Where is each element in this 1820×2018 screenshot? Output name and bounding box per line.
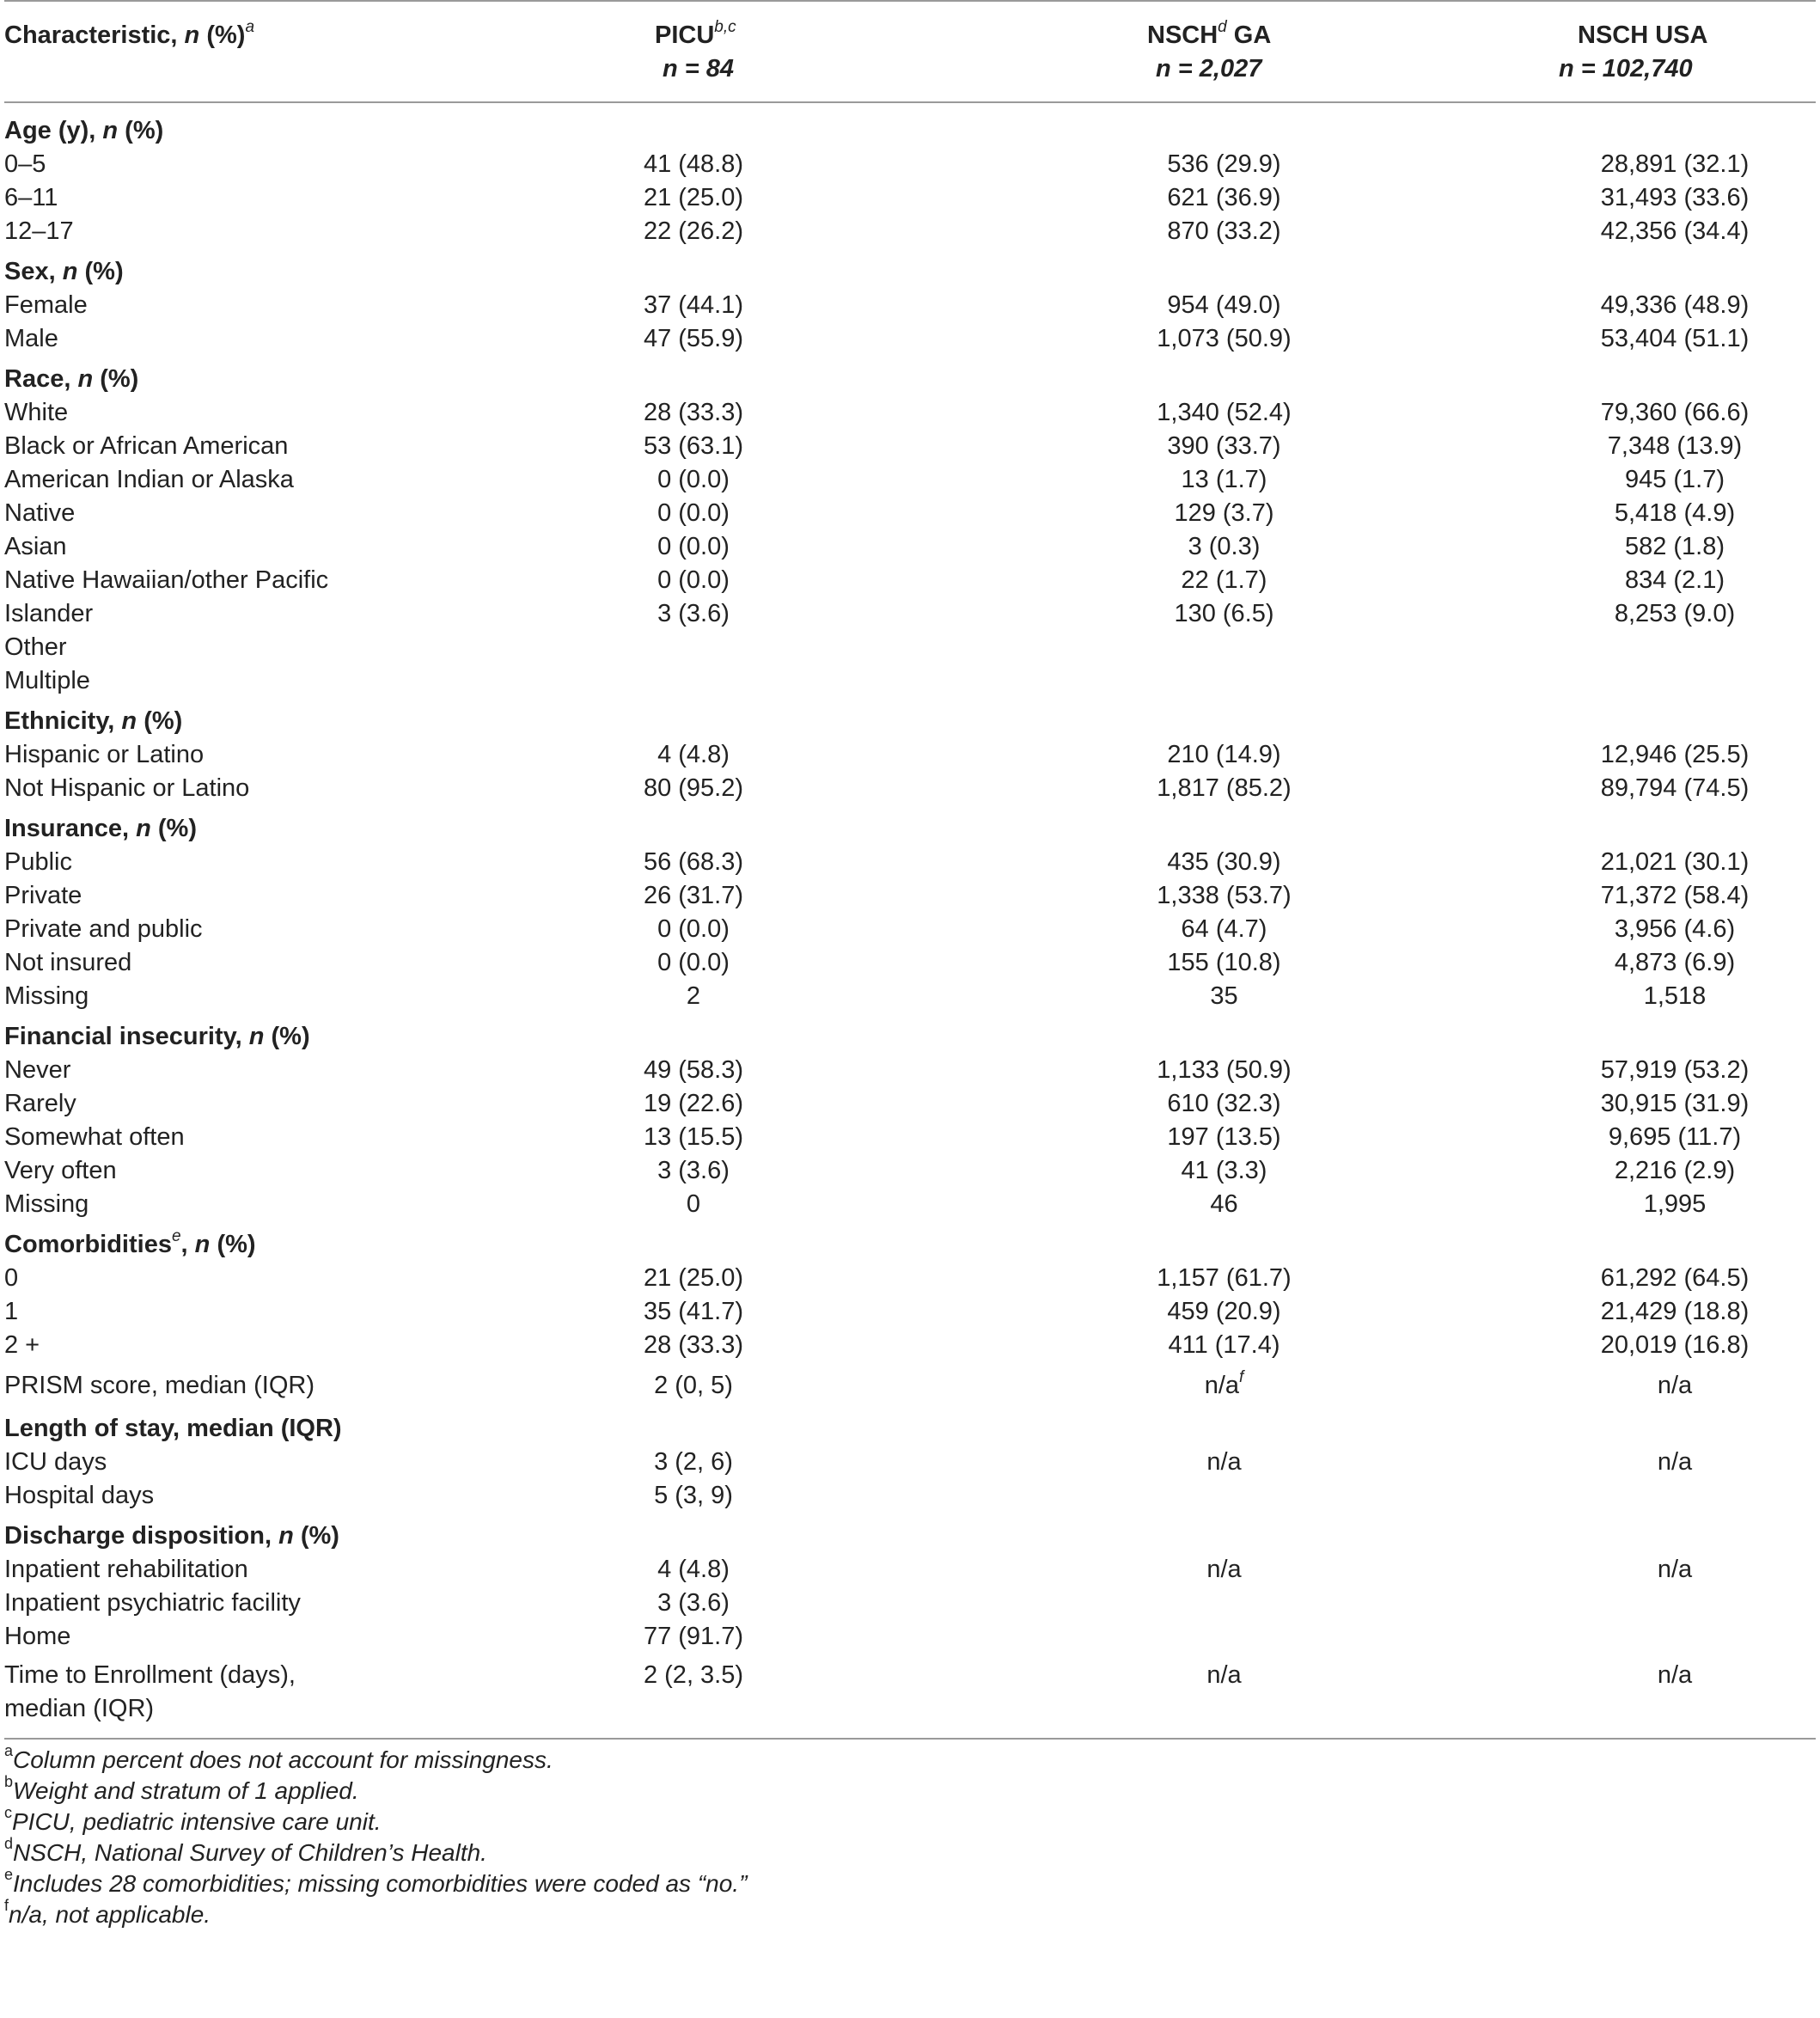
footnote-mark: d [4,1834,14,1852]
picu-value: 13 (15.5) [643,1123,744,1151]
row-label: Black or African American [4,432,289,460]
section-label-ethnicity [4,698,1816,738]
section-row-discharge [4,1513,1816,1553]
section-row-race [4,356,1816,396]
nsch-usa-value: n/a [1657,1661,1693,1689]
footnote [4,1834,1816,1868]
header-characteristic-sup: a [245,18,255,37]
nsch-ga-value: 13 (1.7) [1181,466,1267,493]
nsch-ga-value [872,664,1534,698]
nsch-ga-value: 1,133 (50.9) [1157,1056,1292,1084]
nsch-ga-value: 870 (33.2) [1167,217,1281,245]
nsch-ga-value: 1,817 (85.2) [1157,774,1292,802]
nsch-ga-value: 536 (29.9) [1167,150,1281,178]
nsch-usa-value: n/a [1657,1372,1693,1399]
nsch-ga-value: 35 [1210,982,1238,1010]
header-nsch-usa [1534,2,1816,101]
picu-value: 0 (0.0) [657,566,730,594]
footnote-mark: c [4,1803,12,1821]
picu-value: 21 (25.0) [643,184,744,211]
section-insurance-pct: (%) [150,814,198,842]
section-label-age [4,103,1816,148]
picu-value: 77 (91.7) [643,1623,744,1650]
picu-value: 21 (25.0) [643,1264,744,1292]
section-financial-pct: (%) [264,1022,310,1050]
table-row [4,1329,1816,1362]
footnote-text: Column percent does not account for missingness. [13,1746,553,1773]
row-label: Other [4,633,67,661]
nsch-usa-value: 49,336 (48.9) [1600,291,1750,319]
header-nsch-usa-title: NSCH USA [1578,21,1708,49]
nsch-usa-value: 7,348 (13.9) [1607,432,1743,460]
header-picu-sup: b,c [714,18,736,37]
row-label: Private and public [4,915,203,943]
nsch-ga-value: 3 (0.3) [1188,533,1261,560]
section-ethnicity-n: n [121,706,137,735]
row-label: Islander [4,600,94,627]
nsch-usa-value: 30,915 (31.9) [1600,1090,1750,1117]
picu-value: 26 (31.7) [643,882,744,909]
section-discharge-text: Discharge disposition, [4,1521,279,1550]
table-row [4,322,1816,356]
picu-value: 28 (33.3) [643,1331,744,1359]
row-label: American Indian or Alaska [4,466,294,493]
nsch-ga-value: 210 (14.9) [1167,741,1281,768]
nsch-ga-value: 129 (3.7) [1174,499,1274,527]
section-comorbidities-pct: (%) [210,1230,256,1258]
nsch-usa-value: 53,404 (51.1) [1600,325,1750,352]
section-discharge-pct: (%) [293,1521,339,1550]
picu-value: 3 (3.6) [657,600,730,627]
footnote-text: PICU, pediatric intensive care unit. [12,1808,382,1835]
nsch-usa-value: 21,021 (30.1) [1600,848,1750,876]
nsch-usa-value: 9,695 (11.7) [1608,1123,1742,1151]
table-row [4,181,1816,215]
nsch-ga-value: 459 (20.9) [1167,1298,1281,1325]
section-row-comorbidities [4,1221,1816,1262]
picu-value: 2 (2, 3.5) [643,1661,744,1689]
nsch-ga-value: 41 (3.3) [1181,1157,1267,1184]
nsch-ga-value: 411 (17.4) [1168,1331,1280,1359]
section-age-text: Age (y), [4,116,103,144]
characteristics-table [4,2,1816,1738]
nsch-ga-value: 435 (30.9) [1167,848,1281,876]
picu-value [554,664,872,698]
section-row-insurance [4,805,1816,846]
picu-value: 0 (0.0) [657,466,730,493]
footnote-mark: b [4,1772,14,1790]
nsch-usa-value: 1,995 [1643,1190,1707,1218]
nsch-ga-value: 1,157 (61.7) [1157,1264,1292,1292]
footnote-mark: f [4,1896,9,1914]
row-label: Home [4,1623,71,1650]
nsch-ga-value: 1,338 (53.7) [1157,882,1292,909]
picu-value: 80 (95.2) [643,774,744,802]
row-label: 1 [4,1298,19,1325]
section-row-financial [4,1013,1816,1054]
picu-value: 0 [686,1190,701,1218]
row-label: Inpatient psychiatric facility [4,1589,301,1617]
nsch-usa-value: 12,946 (25.5) [1600,741,1750,768]
section-sex-n: n [62,257,78,285]
nsch-usa-value: 79,360 (66.6) [1600,399,1750,426]
section-race-pct: (%) [93,364,139,393]
header-characteristic-text: Characteristic, [4,21,185,49]
table-row [4,664,1816,698]
row-label: 6–11 [4,184,58,211]
section-race-text: Race, [4,364,78,393]
picu-value: 37 (44.1) [643,291,744,319]
picu-value: 19 (22.6) [643,1090,744,1117]
picu-value: 0 (0.0) [657,499,730,527]
section-label-race [4,356,1816,396]
nsch-ga-value: 130 (6.5) [1174,600,1274,627]
nsch-ga-value: 621 (36.9) [1167,184,1281,211]
nsch-usa-value: 945 (1.7) [1624,466,1725,493]
nsch-usa-value: 21,429 (18.8) [1600,1298,1750,1325]
table-row [4,1553,1816,1587]
row-label: ICU days [4,1448,107,1476]
nsch-ga-value [872,1362,1534,1405]
row-label: PRISM score, median (IQR) [4,1372,315,1399]
table-row [4,1054,1816,1087]
nsch-ga-value: n/a [1206,1556,1242,1583]
row-label: Asian [4,533,67,560]
section-sex-pct: (%) [77,257,124,285]
table-row [4,1587,1816,1620]
table-header [4,2,1816,101]
footnote [4,1772,1816,1807]
picu-value: 41 (48.8) [643,150,744,178]
section-label-comorbidities [4,1221,1816,1262]
picu-value: 28 (33.3) [643,399,744,426]
picu-value: 53 (63.1) [643,432,744,460]
table-row [4,1121,1816,1154]
section-age-n: n [102,116,119,144]
table-row [4,1087,1816,1121]
nsch-ga-value: 155 (10.8) [1167,949,1281,976]
nsch-ga-value [872,1479,1534,1513]
table-row-prism [4,1362,1816,1405]
table-row [4,463,1816,497]
header-nsch-ga-title-b: GA [1226,21,1272,49]
row-label: 2 + [4,1331,40,1359]
picu-value: 49 (58.3) [643,1056,744,1084]
nsch-usa-value: 57,919 (53.2) [1600,1056,1750,1084]
table-row [4,497,1816,530]
nsch-ga-value-sup: f [1239,1368,1244,1387]
section-insurance-text: Insurance, [4,814,137,842]
section-row-age [4,103,1816,148]
nsch-ga-value [872,1620,1534,1654]
nsch-usa-value: 71,372 (58.4) [1600,882,1750,909]
nsch-ga-value: 22 (1.7) [1181,566,1267,594]
row-label: Very often [4,1157,117,1184]
nsch-usa-value: 4,873 (6.9) [1614,949,1736,976]
row-label: Male [4,325,58,352]
nsch-usa-value [1534,1479,1816,1513]
header-characteristic-n: n [184,21,200,49]
footnote-text: Weight and stratum of 1 applied. [13,1777,359,1804]
row-label: Female [4,291,88,319]
table-row [4,1620,1816,1654]
nsch-ga-value [872,1587,1534,1620]
table-row [4,879,1816,913]
section-comorbidities-sup: e [171,1226,181,1245]
header-nsch-ga-title: NSCH [1147,21,1218,49]
nsch-ga-value: 1,073 (50.9) [1157,325,1292,352]
nsch-ga-value: 64 (4.7) [1181,915,1267,943]
footnote-text: Includes 28 comorbidities; missing comorbidities were coded as “no.” [13,1870,748,1897]
header-characteristic [4,2,554,101]
table-row [4,946,1816,980]
table-row [4,738,1816,772]
row-label: Not insured [4,949,132,976]
section-ethnicity-text: Ethnicity, [4,706,122,735]
picu-value [554,631,872,664]
nsch-usa-value [1534,664,1816,698]
row-label: Multiple [4,667,90,694]
table-row [4,1262,1816,1295]
row-label: Not Hispanic or Latino [4,774,250,802]
header-picu-title: PICU [655,21,715,49]
section-row-sex [4,248,1816,289]
row-label: Inpatient rehabilitation [4,1556,248,1583]
table-row [4,597,1816,631]
nsch-usa-value: 61,292 (64.5) [1600,1264,1750,1292]
section-label-financial [4,1013,1816,1054]
nsch-usa-value: 8,253 (9.0) [1614,600,1736,627]
table-row [4,530,1816,564]
footnote [4,1803,1816,1838]
picu-value: 2 [686,982,701,1010]
nsch-ga-value: 46 [1210,1190,1238,1218]
table-row [4,1295,1816,1329]
table-row [4,1446,1816,1479]
row-label: 0–5 [4,150,46,178]
header-nsch-ga-sup: d [1218,18,1227,37]
section-age-pct: (%) [118,116,164,144]
section-label-sex [4,248,1816,289]
nsch-usa-value: 42,356 (34.4) [1600,217,1750,245]
row-label [4,1654,554,1738]
section-row-los [4,1405,1816,1446]
nsch-usa-value: n/a [1657,1556,1693,1583]
table-row [4,913,1816,946]
table-row [4,1479,1816,1513]
section-row-ethnicity [4,698,1816,738]
table-row [4,980,1816,1013]
picu-value: 4 (4.8) [657,741,730,768]
picu-value: 3 (3.6) [657,1589,730,1617]
picu-value: 22 (26.2) [643,217,744,245]
footnote [4,1741,1816,1776]
section-financial-n: n [248,1022,265,1050]
table-row [4,430,1816,463]
nsch-usa-value: 31,493 (33.6) [1600,184,1750,211]
row-label: Missing [4,982,89,1010]
picu-value: 4 (4.8) [657,1556,730,1583]
header-nsch-usa-n: n = 102,740 [1559,55,1693,83]
table-container [4,0,1816,1930]
nsch-ga-value: 610 (32.3) [1167,1090,1281,1117]
row-label: Missing [4,1190,89,1218]
footnote [4,1865,1816,1899]
section-los-text: Length of stay, median (IQR) [4,1414,342,1442]
table-row [4,215,1816,248]
section-comorbidities-comma: , [180,1230,195,1258]
nsch-ga-value: 954 (49.0) [1167,291,1281,319]
nsch-usa-value: 1,518 [1643,982,1707,1010]
nsch-usa-value: 2,216 (2.9) [1614,1157,1736,1184]
table-row [4,631,1816,664]
nsch-usa-value [1534,1620,1816,1654]
table-row [4,564,1816,597]
picu-value: 3 (2, 6) [654,1448,733,1476]
table-row [4,772,1816,805]
section-label-discharge [4,1513,1816,1553]
footnote-text: n/a, not applicable. [9,1901,211,1928]
footnote-text: NSCH, National Survey of Children’s Health. [13,1839,487,1866]
header-nsch-ga [872,2,1534,101]
nsch-usa-value [1534,1587,1816,1620]
section-comorbidities-text: Comorbidities [4,1230,172,1258]
row-label-line2: median (IQR) [4,1695,155,1722]
nsch-ga-value: n/a [1206,1661,1242,1689]
section-race-n: n [77,364,94,393]
section-ethnicity-pct: (%) [137,706,183,735]
header-picu [554,2,872,101]
row-label: Hospital days [4,1482,155,1509]
nsch-ga-value: n/a [1206,1448,1242,1476]
table-row [4,1188,1816,1221]
nsch-usa-value: 28,891 (32.1) [1600,150,1750,178]
row-label: Public [4,848,72,876]
footnote [4,1896,1816,1930]
nsch-usa-value: 20,019 (16.8) [1600,1331,1750,1359]
nsch-usa-value: 834 (2.1) [1624,566,1725,594]
table-row [4,148,1816,181]
row-label: Somewhat often [4,1123,185,1151]
picu-value: 0 (0.0) [657,949,730,976]
picu-value: 35 (41.7) [643,1298,744,1325]
picu-value: 0 (0.0) [657,915,730,943]
row-label: 0 [4,1264,19,1292]
picu-value: 0 (0.0) [657,533,730,560]
section-label-insurance [4,805,1816,846]
table-row [4,1154,1816,1188]
row-label: Native Hawaiian/other Pacific [4,566,329,594]
picu-value: 2 (0, 5) [654,1372,733,1399]
nsch-usa-value [1534,631,1816,664]
row-label: White [4,399,69,426]
nsch-ga-value: 390 (33.7) [1167,432,1281,460]
nsch-usa-value: 89,794 (74.5) [1600,774,1750,802]
nsch-ga-value-text: n/a [1204,1372,1240,1399]
header-nsch-ga-n: n = 2,027 [1156,55,1262,83]
table-row-enrollment [4,1654,1816,1738]
section-financial-text: Financial insecurity, [4,1022,249,1050]
nsch-ga-value [872,631,1534,664]
picu-value: 56 (68.3) [643,848,744,876]
row-label: Private [4,882,82,909]
section-discharge-n: n [278,1521,294,1550]
nsch-usa-value: n/a [1657,1448,1693,1476]
section-comorbidities-n: n [194,1230,211,1258]
section-insurance-n: n [136,814,151,842]
section-sex-text: Sex, [4,257,63,285]
nsch-ga-value: 197 (13.5) [1167,1123,1281,1151]
header-characteristic-pct: (%) [199,21,246,49]
table-row [4,846,1816,879]
section-label-los [4,1405,1816,1446]
table-row [4,289,1816,322]
row-label: Never [4,1056,71,1084]
row-label: 12–17 [4,217,74,245]
table-body [4,101,1816,1738]
row-label: Native [4,499,76,527]
picu-value: 5 (3, 9) [654,1482,733,1509]
nsch-usa-value: 3,956 (4.6) [1614,915,1736,943]
footnotes [4,1740,1816,1930]
row-label: Hispanic or Latino [4,741,205,768]
table-row [4,396,1816,430]
nsch-usa-value: 5,418 (4.9) [1614,499,1736,527]
nsch-usa-value: 582 (1.8) [1624,533,1725,560]
picu-value: 47 (55.9) [643,325,744,352]
header-picu-n: n = 84 [663,55,735,83]
picu-value: 3 (3.6) [657,1157,730,1184]
row-label-line1: Time to Enrollment (days), [4,1661,296,1689]
row-label: Rarely [4,1090,76,1117]
footnote-mark: e [4,1865,14,1883]
nsch-ga-value: 1,340 (52.4) [1157,399,1292,426]
footnote-mark: a [4,1741,14,1759]
